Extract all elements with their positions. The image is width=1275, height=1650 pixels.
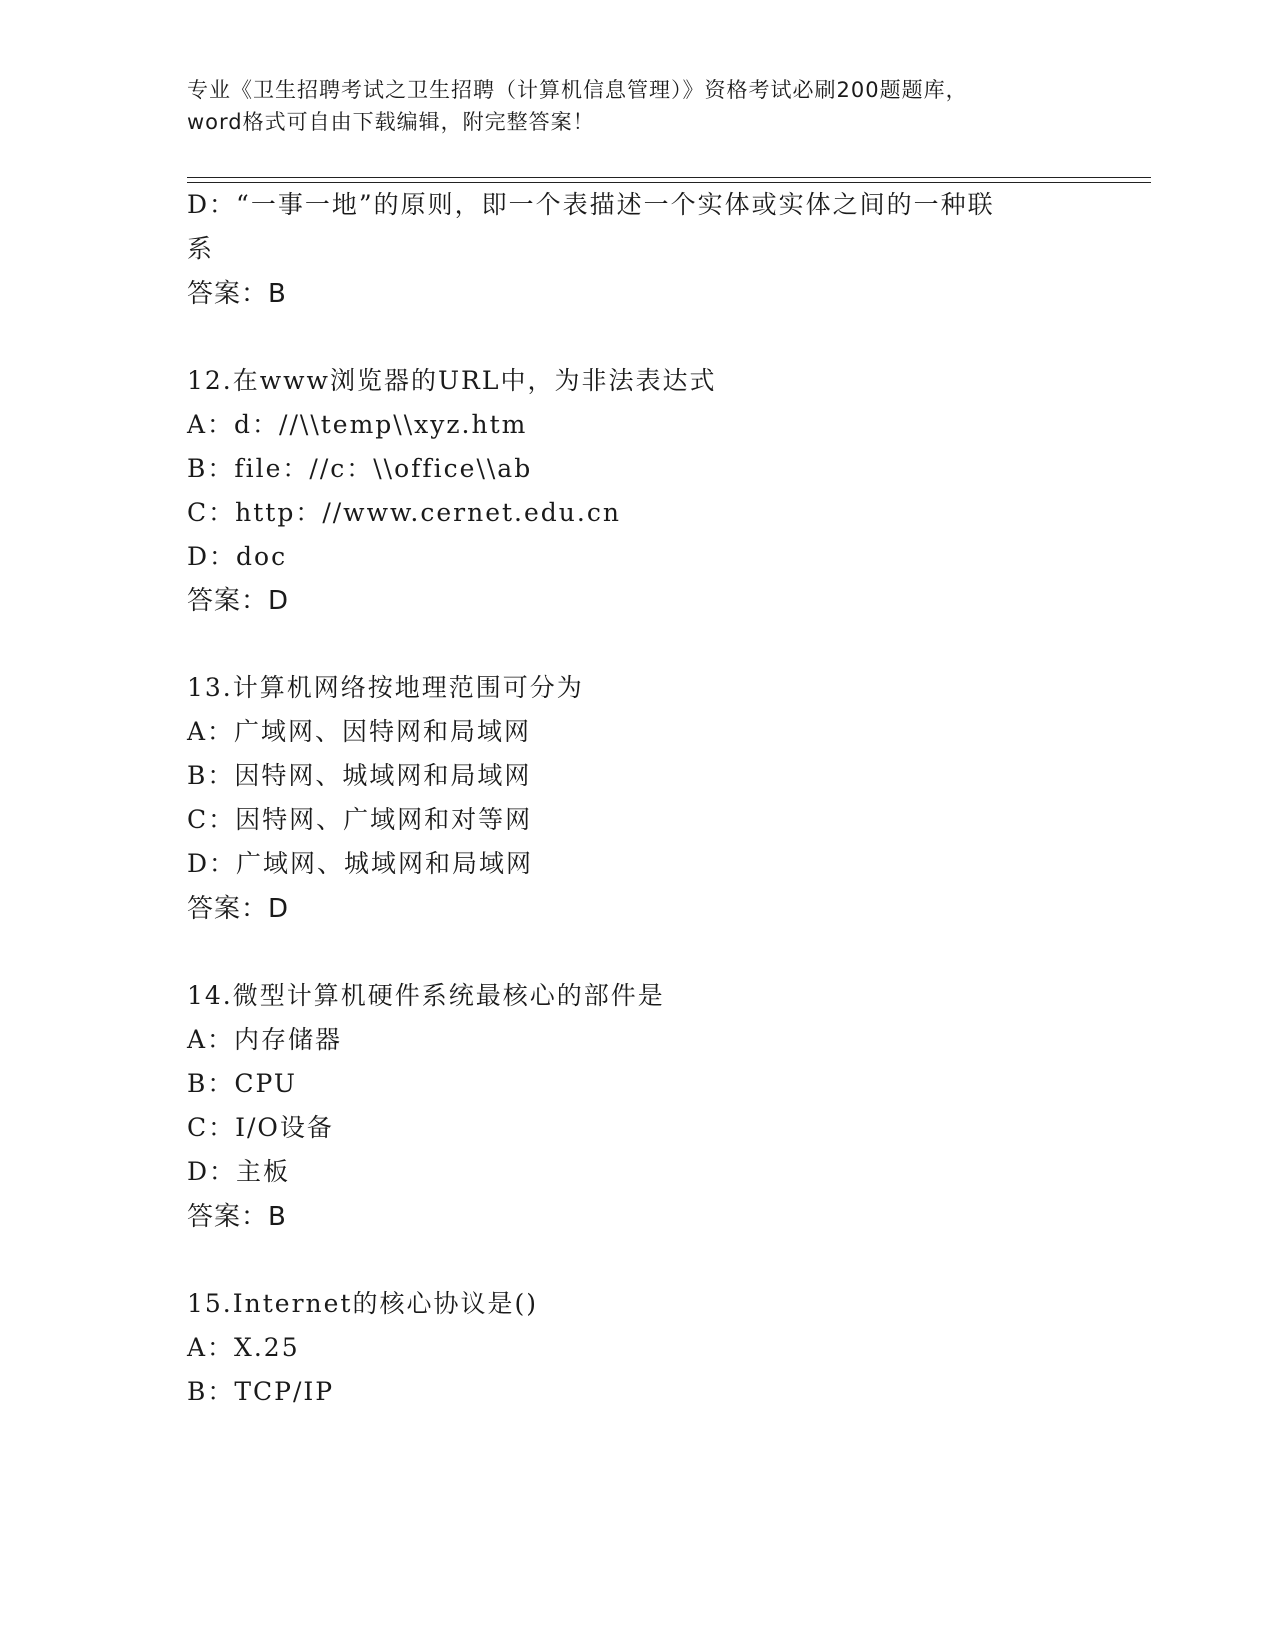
header-title-line1: 专业《卫生招聘考试之卫生招聘（计算机信息管理）》资格考试必刷200题题库， <box>187 78 968 102</box>
question-12-option-a: A：d：//\\temp\\xyz.htm <box>187 410 528 439</box>
question-13-option-d: D：广域网、城域网和局域网 <box>187 849 534 878</box>
question-12-option-b: B：file：//c：\\office\\ab <box>187 454 533 483</box>
question-14-option-a: A：内存储器 <box>187 1025 343 1054</box>
question-14-stem: 14.微型计算机硬件系统最核心的部件是 <box>187 981 665 1010</box>
question-15-option-b: B：TCP/IP <box>187 1377 335 1406</box>
question-14-option-b: B：CPU <box>187 1069 297 1098</box>
prev-option-d-line1: D：“一事一地”的原则，即一个表描述一个实体或实体之间的一种联 <box>187 190 995 219</box>
question-15-stem: 15.Internet的核心协议是() <box>187 1289 538 1318</box>
question-13-option-c: C：因特网、广域网和对等网 <box>187 805 533 834</box>
header-divider-bottom <box>187 182 1151 183</box>
question-15-option-a: A：X.25 <box>187 1333 300 1362</box>
question-14-answer: 答案：B <box>187 1202 287 1232</box>
document-header <box>187 74 1087 138</box>
prev-answer: 答案：B <box>187 279 287 309</box>
question-12-answer: 答案：D <box>187 586 290 616</box>
header-title-line2: word格式可自由下载编辑，附完整答案！ <box>187 110 595 134</box>
question-14-option-d: D：主板 <box>187 1157 291 1186</box>
question-12-option-c: C：http：//www.cernet.edu.cn <box>187 498 621 527</box>
question-14-option-c: C：I/O设备 <box>187 1113 334 1142</box>
question-12-option-d: D：doc <box>187 542 288 571</box>
question-12-stem: 12.在www浏览器的URL中，为非法表达式 <box>187 366 717 395</box>
question-13-answer: 答案：D <box>187 894 290 924</box>
question-13-option-a: A：广域网、因特网和局域网 <box>187 717 532 746</box>
question-13-option-b: B：因特网、城域网和局域网 <box>187 761 532 790</box>
header-divider-top <box>187 177 1151 178</box>
prev-option-d-line2: 系 <box>187 234 215 263</box>
question-13-stem: 13.计算机网络按地理范围可分为 <box>187 673 584 702</box>
